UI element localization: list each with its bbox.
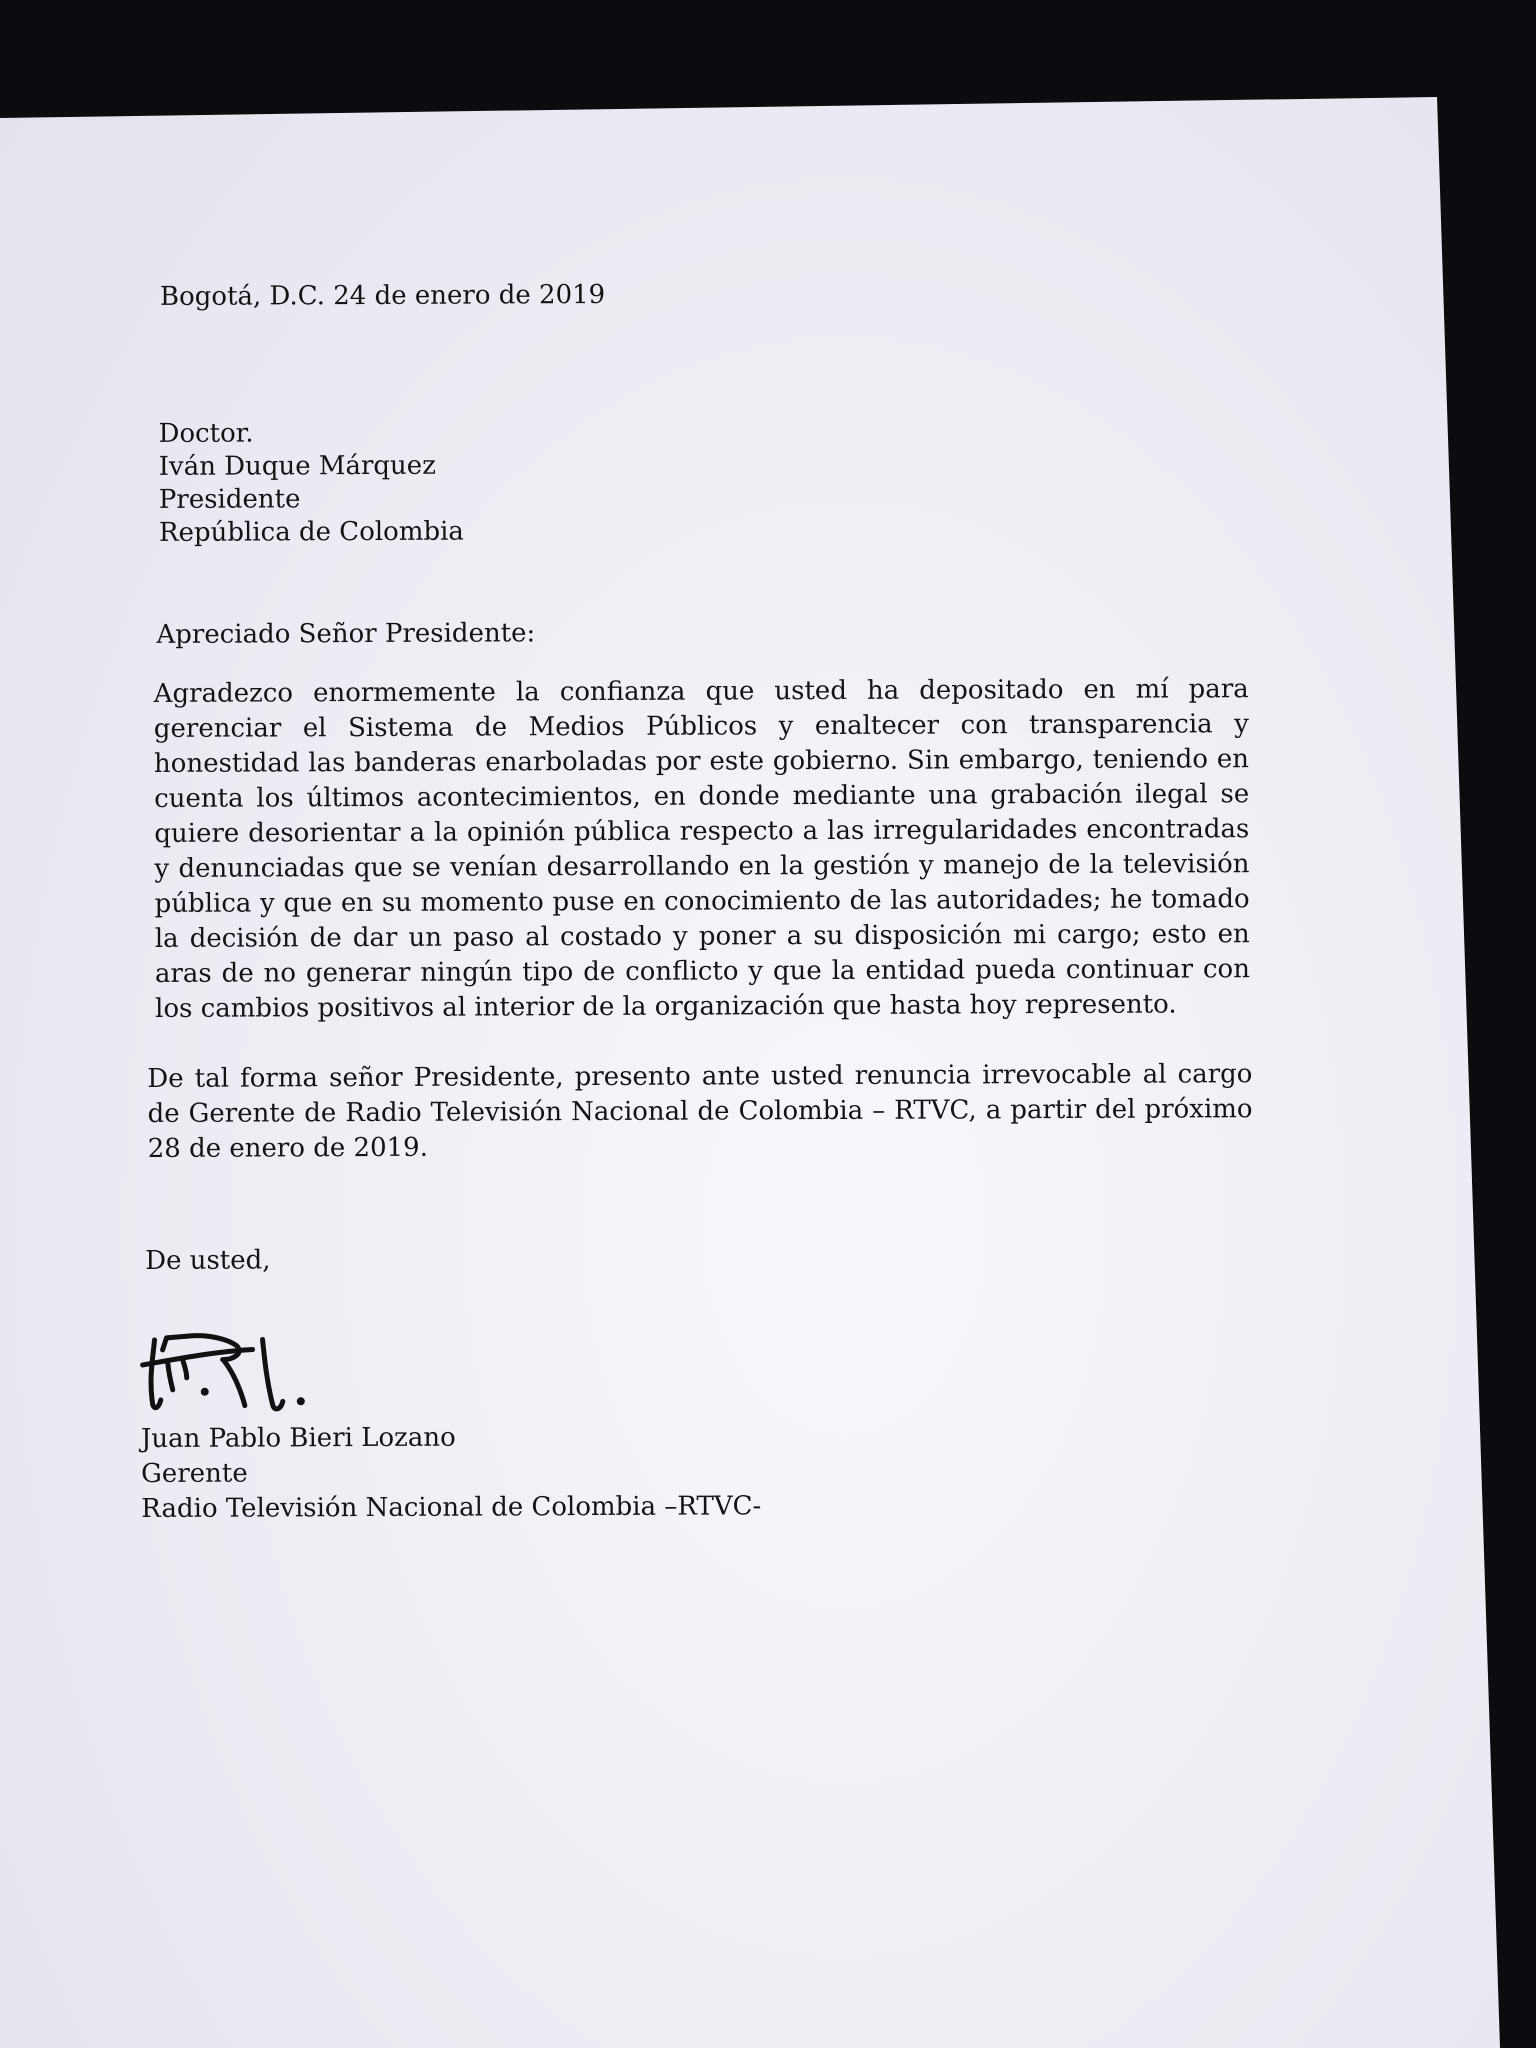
closing: De usted, bbox=[145, 1245, 271, 1276]
signer-position: Gerente bbox=[141, 1458, 248, 1490]
body-paragraph-2 bbox=[147, 1057, 1252, 1167]
paragraph-2-text: De tal forma señor Presidente, presento ante usted renuncia irrevocable al cargo de Gerente de Radio Televisión Nacional de Colombia – RTVC, a partir del próximo 28 de enero de 2019. bbox=[147, 1059, 1253, 1164]
handwritten-signature bbox=[132, 1309, 373, 1430]
recipient-country: República de Colombia bbox=[158, 516, 464, 548]
body-paragraph-1 bbox=[154, 672, 1251, 1027]
paragraph-1-text: Agradezco enormemente la confianza que usted ha depositado en mí para gerenciar el Sistema de Medios Públicos y enaltecer con transparencia y honestidad las banderas enarboladas por este gobierno. Sin embargo, teniendo en cuenta los últimos acontecimientos, en donde mediante una grabación ilegal se quiere desorientar a la opinión pública respecto a las irregularidades encontradas y denunciadas que se venían desarrollando en la gestión y manejo de la televisión pública y que en su momento puse en conocimiento de las autoridades; he tomado la decisión de dar un paso al costado y poner a su disposición mi cargo; esto en aras de no generar ningún tipo de conflicto y que la entidad pueda continuar con los cambios positivos al interior de la organización que hasta hoy represento. bbox=[153, 674, 1250, 1024]
date-line: Bogotá, D.C. 24 de enero de 2019 bbox=[159, 279, 606, 312]
signer-block bbox=[141, 1419, 761, 1527]
recipient-name: Iván Duque Márquez bbox=[158, 450, 436, 482]
recipient-position: Presidente bbox=[158, 484, 301, 515]
salutation: Apreciado Señor Presidente: bbox=[156, 618, 536, 650]
signer-organization: Radio Televisión Nacional de Colombia –RTVC- bbox=[141, 1491, 762, 1525]
recipient-title: Doctor. bbox=[158, 418, 254, 449]
recipient-block bbox=[159, 417, 464, 550]
signer-name: Juan Pablo Bieri Lozano bbox=[140, 1422, 456, 1455]
